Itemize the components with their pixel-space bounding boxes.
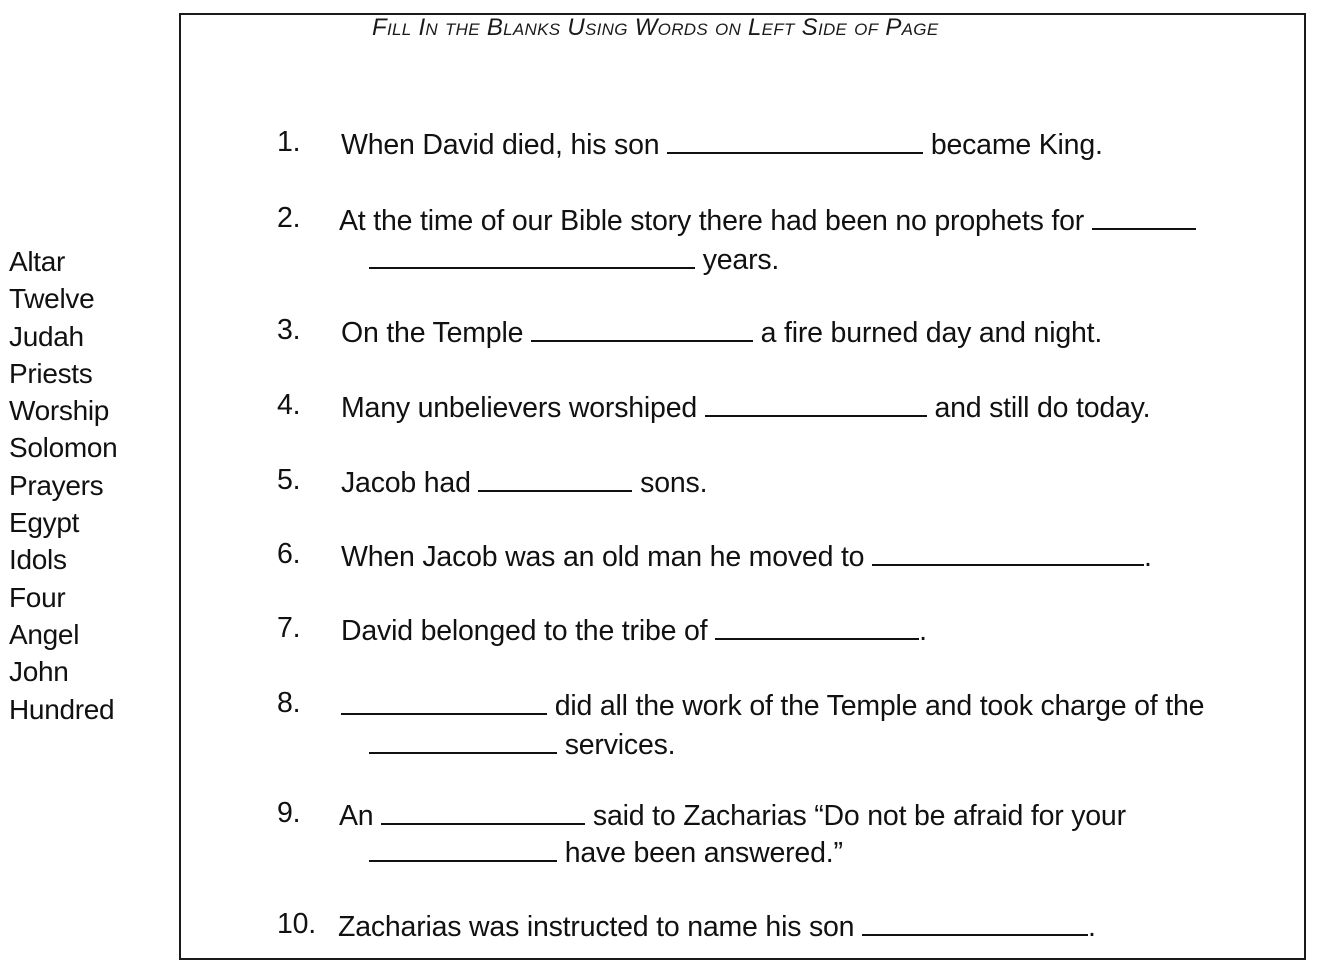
question-number: 5. [277, 464, 301, 496]
word-bank-item: Egypt [9, 507, 80, 539]
question-text: When Jacob was an old man he moved to [341, 541, 865, 573]
question-text: When David died, his son [341, 129, 660, 161]
question-text: services. [564, 729, 676, 761]
question-text: . [919, 615, 927, 647]
question-text: Jacob had [341, 467, 471, 499]
answer-blank-9a[interactable] [381, 799, 585, 825]
question-text: said to Zacharias “Do not be afraid for your [592, 800, 1126, 832]
question-text: sons. [640, 467, 708, 499]
word-bank-item: Altar [9, 246, 66, 277]
question-number: 6. [277, 538, 301, 570]
answer-blank-6[interactable] [872, 540, 1144, 566]
answer-blank-1[interactable] [667, 128, 923, 154]
answer-blank-2a[interactable] [1092, 204, 1196, 230]
question-text: . [1144, 541, 1152, 573]
word-bank-item: Prayers [9, 469, 104, 501]
question-text: An [339, 800, 374, 832]
answer-blank-10[interactable] [862, 910, 1088, 936]
question-text: On the Temple [341, 317, 524, 349]
answer-blank-7[interactable] [715, 614, 919, 640]
word-bank-item: Judah [9, 320, 84, 352]
word-bank-item: Priests [9, 357, 93, 389]
answer-blank-2b[interactable] [369, 243, 695, 269]
word-bank-item: Worship [9, 395, 110, 427]
word-bank-item: Idols [9, 544, 67, 576]
word-bank-item: Angel [9, 618, 80, 650]
question-number: 8. [277, 687, 301, 719]
word-bank-item: Twelve [9, 283, 95, 315]
question-text: years. [702, 244, 780, 276]
question-text: At the time of our Bible story there had been no prophets for [339, 205, 1085, 237]
answer-blank-3[interactable] [531, 316, 753, 342]
question-number: 10. [277, 908, 317, 940]
question-text: . [1088, 911, 1096, 943]
word-bank-item: Four [9, 581, 66, 613]
question-number: 2. [277, 202, 301, 234]
answer-blank-9b[interactable] [369, 836, 557, 862]
question-text: Many unbelievers worshiped [341, 392, 697, 424]
question-text: a fire burned day and night. [760, 317, 1103, 349]
word-bank-item: Hundred [9, 693, 115, 725]
answer-blank-8a[interactable] [341, 689, 547, 715]
question-text: did all the work of the Temple and took charge of the [554, 690, 1205, 722]
worksheet-title: Fill In the Blanks Using Words on Left Side of Page [372, 14, 939, 41]
question-number: 9. [277, 797, 301, 829]
answer-blank-4[interactable] [705, 391, 927, 417]
answer-blank-5[interactable] [478, 466, 632, 492]
word-bank [9, 243, 117, 728]
question-text: Zacharias was instructed to name his son [338, 911, 855, 943]
question-text: became King. [930, 129, 1103, 161]
question-text: have been answered.” [564, 837, 843, 869]
question-number: 1. [277, 126, 301, 158]
question-number: 7. [277, 612, 301, 644]
answer-blank-8b[interactable] [369, 728, 557, 754]
word-bank-item: Solomon [9, 432, 118, 464]
question-text: David belonged to the tribe of [341, 615, 708, 647]
question-number: 3. [277, 314, 301, 346]
question-number: 4. [277, 389, 301, 421]
question-text: and still do today. [934, 392, 1151, 424]
word-bank-item: John [9, 656, 69, 688]
